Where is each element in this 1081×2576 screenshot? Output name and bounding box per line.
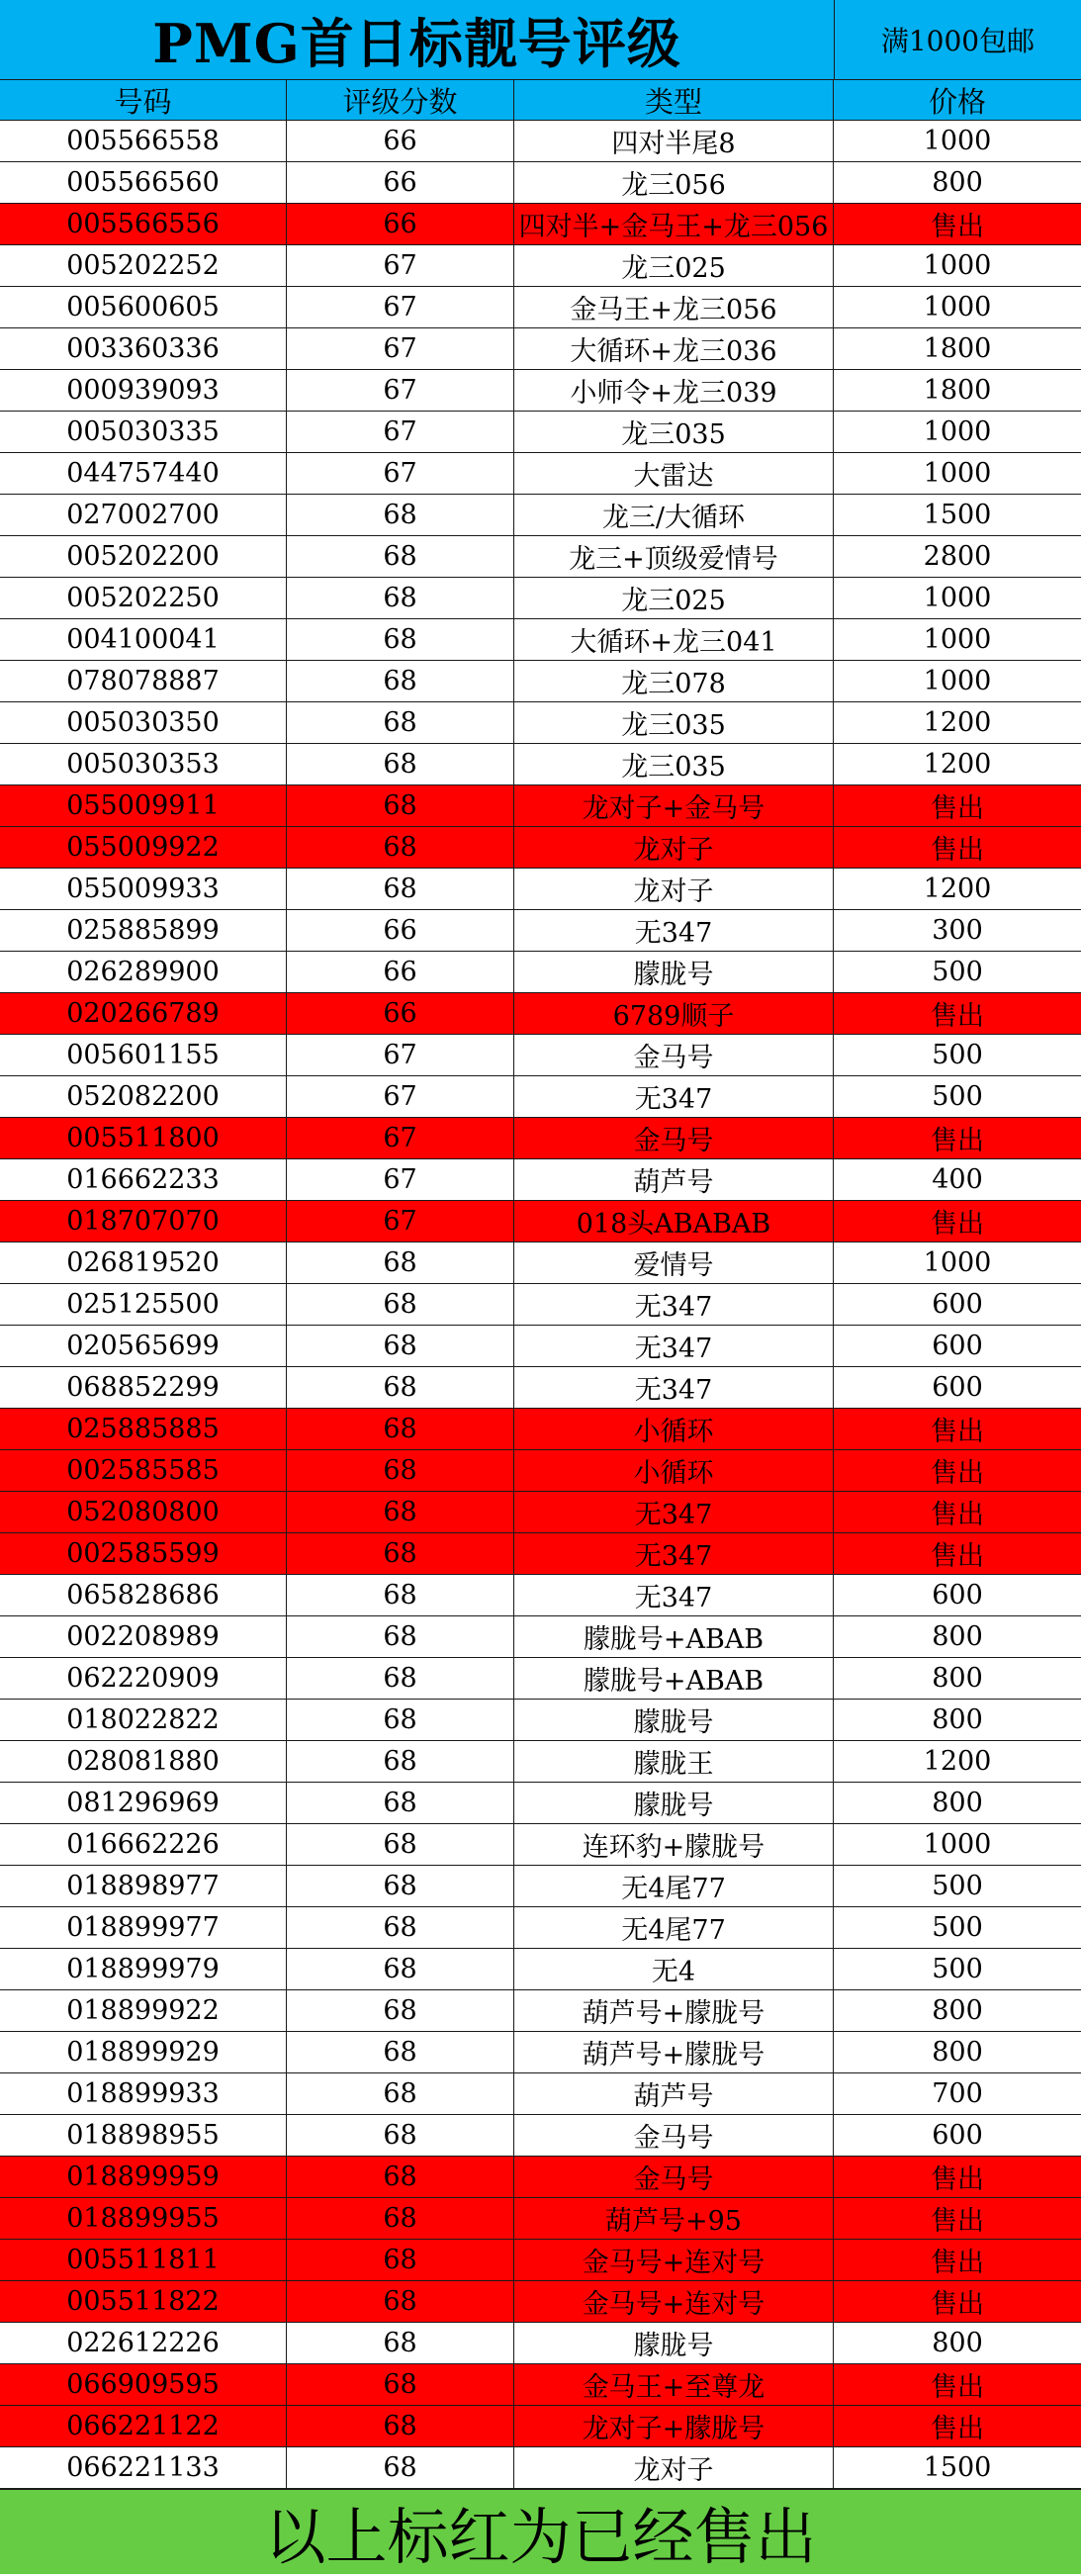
- cell-type: 金马号: [514, 1035, 834, 1075]
- cell-score: 68: [287, 2323, 514, 2363]
- cell-type: 龙三+顶级爱情号: [514, 536, 834, 577]
- cell-type: 无347: [514, 1284, 834, 1325]
- cell-score: 66: [287, 993, 514, 1034]
- table-row: [0, 1201, 1081, 1242]
- cell-type: 龙三/大循环: [514, 495, 834, 535]
- cell-score: 67: [287, 1201, 514, 1242]
- cell-price: 售出: [931, 1458, 984, 1489]
- cell-price: 1200: [923, 1746, 992, 1777]
- cell-price: 1800: [923, 375, 992, 406]
- cell-number: 005566560: [0, 162, 287, 203]
- table-row: [0, 121, 1081, 162]
- cell-type: 朦胧号: [514, 952, 834, 992]
- header-score: 评级分数: [287, 80, 514, 120]
- column-headers: [0, 80, 1081, 121]
- cell-type: 金马号: [514, 1118, 834, 1158]
- table-row: [0, 1658, 1081, 1700]
- cell-number: 018899959: [0, 2157, 287, 2197]
- table-row: [0, 1949, 1081, 1990]
- table-row: [0, 1700, 1081, 1741]
- cell-score: 68: [287, 495, 514, 535]
- cell-price: 1200: [923, 749, 992, 780]
- cell-number: 028081880: [0, 1741, 287, 1782]
- cell-number: 026289900: [0, 952, 287, 992]
- cell-price: 售出: [931, 2414, 984, 2444]
- table-row: [0, 2198, 1081, 2240]
- cell-score: 68: [287, 2157, 514, 2197]
- cell-price: 1000: [923, 250, 992, 281]
- cell-price: 800: [932, 1995, 983, 2026]
- cell-price: 800: [932, 1663, 983, 1694]
- cell-price: 1000: [923, 1247, 992, 1278]
- cell-number: 000939093: [0, 370, 287, 411]
- table-row: [0, 1450, 1081, 1492]
- cell-number: 052082200: [0, 1076, 287, 1117]
- table-row: [0, 1409, 1081, 1450]
- cell-type: 爱情号: [514, 1242, 834, 1283]
- cell-number: 005600605: [0, 287, 287, 327]
- cell-price: 500: [932, 1871, 983, 1901]
- cell-score: 68: [287, 1700, 514, 1740]
- cell-type: 葫芦号+95: [514, 2198, 834, 2239]
- cell-score: 68: [287, 2447, 514, 2488]
- cell-number: 005566556: [0, 204, 287, 244]
- cell-number: 018899933: [0, 2073, 287, 2114]
- cell-type: 龙对子: [514, 869, 834, 909]
- cell-number: 018898955: [0, 2115, 287, 2156]
- cell-number: 002585585: [0, 1450, 287, 1491]
- cell-score: 68: [287, 1866, 514, 1906]
- cell-score: 68: [287, 2281, 514, 2322]
- cell-price: 800: [932, 2037, 983, 2068]
- cell-score: 68: [287, 619, 514, 660]
- table-row: [0, 1824, 1081, 1866]
- cell-type: 朦胧号: [514, 1700, 834, 1740]
- cell-price: 售出: [931, 2372, 984, 2403]
- cell-price: 700: [932, 2078, 983, 2109]
- cell-score: 66: [287, 952, 514, 992]
- cell-score: 68: [287, 1616, 514, 1657]
- cell-type: 朦胧号+ABAB: [514, 1658, 834, 1699]
- cell-score: 67: [287, 287, 514, 327]
- cell-price: 800: [932, 1704, 983, 1735]
- cell-score: 68: [287, 2073, 514, 2114]
- cell-number: 018899929: [0, 2032, 287, 2072]
- cell-number: 005202200: [0, 536, 287, 577]
- cell-type: 大循环+龙三036: [514, 328, 834, 369]
- cell-type: 无4: [514, 1949, 834, 1989]
- cell-score: 68: [287, 1450, 514, 1491]
- cell-type: 龙三035: [514, 702, 834, 743]
- table-row: [0, 952, 1081, 993]
- cell-score: 68: [287, 1326, 514, 1366]
- cell-type: 金马号: [514, 2157, 834, 2197]
- cell-price: 售出: [931, 1500, 984, 1530]
- cell-price: 售出: [931, 212, 984, 242]
- cell-number: 005566558: [0, 121, 287, 161]
- cell-score: 66: [287, 162, 514, 203]
- cell-type: 龙三078: [514, 661, 834, 701]
- table-row: [0, 910, 1081, 952]
- table-row: [0, 1575, 1081, 1616]
- cell-score: 68: [287, 1658, 514, 1699]
- cell-number: 005030353: [0, 744, 287, 784]
- cell-number: 066221122: [0, 2406, 287, 2446]
- table-row: [0, 619, 1081, 661]
- cell-number: 062220909: [0, 1658, 287, 1699]
- cell-number: 005202250: [0, 578, 287, 618]
- cell-score: 67: [287, 370, 514, 411]
- cell-type: 葫芦号+朦胧号: [514, 2032, 834, 2072]
- cell-price: 售出: [931, 1001, 984, 1032]
- cell-price: 600: [932, 1372, 983, 1403]
- cell-type: 龙三035: [514, 744, 834, 784]
- cell-number: 065828686: [0, 1575, 287, 1615]
- cell-number: 018022822: [0, 1700, 287, 1740]
- table-row: [0, 1367, 1081, 1409]
- cell-number: 025885899: [0, 910, 287, 951]
- table-row: [0, 328, 1081, 370]
- cell-price: 600: [932, 1580, 983, 1610]
- table-row: [0, 1616, 1081, 1658]
- cell-number: 055009933: [0, 869, 287, 909]
- cell-number: 066909595: [0, 2364, 287, 2405]
- cell-number: 026819520: [0, 1242, 287, 1283]
- table-row: [0, 993, 1081, 1035]
- cell-type: 金马王+龙三056: [514, 287, 834, 327]
- cell-price: 600: [932, 1289, 983, 1320]
- table-row: [0, 2406, 1081, 2447]
- cell-type: 小师令+龙三039: [514, 370, 834, 411]
- table-row: [0, 2323, 1081, 2364]
- cell-score: 68: [287, 536, 514, 577]
- cell-price: 售出: [931, 793, 984, 824]
- cell-type: 龙对子+朦胧号: [514, 2406, 834, 2446]
- cell-type: 龙对子+金马号: [514, 785, 834, 826]
- table-body: [0, 121, 1081, 2489]
- table-row: [0, 2115, 1081, 2157]
- cell-number: 018899977: [0, 1907, 287, 1948]
- table-row: [0, 536, 1081, 578]
- cell-price: 售出: [931, 2206, 984, 2237]
- cell-score: 68: [287, 2240, 514, 2280]
- cell-score: 68: [287, 827, 514, 868]
- cell-price: 1800: [923, 333, 992, 364]
- cell-number: 020565699: [0, 1326, 287, 1366]
- cell-score: 68: [287, 1367, 514, 1408]
- cell-price: 1200: [923, 707, 992, 738]
- table-row: [0, 1035, 1081, 1076]
- cell-number: 005601155: [0, 1035, 287, 1075]
- table-row: [0, 162, 1081, 204]
- cell-price: 售出: [931, 1126, 984, 1156]
- title-bar: [0, 0, 1081, 80]
- cell-number: 002585599: [0, 1533, 287, 1574]
- cell-type: 龙对子: [514, 827, 834, 868]
- cell-price: 1500: [923, 2452, 992, 2483]
- cell-type: 无4尾77: [514, 1907, 834, 1948]
- cell-number: 018899922: [0, 1990, 287, 2031]
- cell-price: 售出: [931, 1417, 984, 1447]
- free-shipping-note: 满1000包邮: [880, 25, 1036, 57]
- cell-price: 售出: [931, 2289, 984, 2320]
- cell-price: 800: [932, 1788, 983, 1818]
- cell-type: 龙三025: [514, 578, 834, 618]
- cell-price: 2800: [923, 541, 992, 572]
- cell-score: 68: [287, 1783, 514, 1823]
- cell-score: 68: [287, 1533, 514, 1574]
- cell-type: 金马号: [514, 2115, 834, 2156]
- cell-score: 68: [287, 2406, 514, 2446]
- cell-number: 018899955: [0, 2198, 287, 2239]
- cell-price: 800: [932, 2328, 983, 2358]
- cell-price: 500: [932, 1081, 983, 1112]
- cell-type: 龙对子: [514, 2447, 834, 2488]
- cell-score: 68: [287, 1949, 514, 1989]
- cell-type: 018头ABABAB: [514, 1201, 834, 1242]
- cell-price: 500: [932, 1912, 983, 1943]
- cell-score: 68: [287, 2198, 514, 2239]
- header-price: 价格: [928, 84, 986, 119]
- cell-price: 400: [932, 1164, 983, 1195]
- cell-type: 龙三056: [514, 162, 834, 203]
- table-row: [0, 495, 1081, 536]
- cell-score: 67: [287, 1076, 514, 1117]
- cell-score: 67: [287, 1118, 514, 1158]
- cell-score: 68: [287, 2364, 514, 2405]
- table-row: [0, 578, 1081, 619]
- cell-number: 003360336: [0, 328, 287, 369]
- cell-number: 016662233: [0, 1159, 287, 1200]
- cell-type: 无347: [514, 1533, 834, 1574]
- cell-price: 600: [932, 1331, 983, 1361]
- cell-type: 朦胧号: [514, 1783, 834, 1823]
- table-row: [0, 245, 1081, 287]
- cell-number: 044757440: [0, 453, 287, 494]
- cell-price: 售出: [931, 1209, 984, 1240]
- cell-price: 1000: [923, 666, 992, 696]
- cell-score: 67: [287, 245, 514, 286]
- table-row: [0, 1907, 1081, 1949]
- cell-score: 68: [287, 578, 514, 618]
- cell-number: 016662226: [0, 1824, 287, 1865]
- table-row: [0, 2364, 1081, 2406]
- cell-score: 68: [287, 744, 514, 784]
- cell-number: 022612226: [0, 2323, 287, 2363]
- cell-type: 无347: [514, 1076, 834, 1117]
- cell-number: 018899979: [0, 1949, 287, 1989]
- table-row: [0, 2240, 1081, 2281]
- cell-number: 027002700: [0, 495, 287, 535]
- cell-price: 800: [932, 1621, 983, 1652]
- cell-type: 朦胧号+ABAB: [514, 1616, 834, 1657]
- cell-number: 078078887: [0, 661, 287, 701]
- cell-score: 66: [287, 910, 514, 951]
- table-row: [0, 869, 1081, 910]
- table-row: [0, 744, 1081, 785]
- cell-price: 售出: [931, 2248, 984, 2278]
- cell-type: 无347: [514, 1367, 834, 1408]
- cell-score: 68: [287, 1492, 514, 1532]
- cell-price: 售出: [931, 2164, 984, 2195]
- cell-score: 68: [287, 2115, 514, 2156]
- cell-number: 005030335: [0, 412, 287, 452]
- cell-score: 68: [287, 1409, 514, 1449]
- cell-type: 小循环: [514, 1450, 834, 1491]
- table-row: [0, 1242, 1081, 1284]
- table-row: [0, 1990, 1081, 2032]
- cell-score: 67: [287, 412, 514, 452]
- table-row: [0, 1533, 1081, 1575]
- table-row: [0, 2032, 1081, 2073]
- table-row: [0, 412, 1081, 453]
- cell-price: 500: [932, 1040, 983, 1070]
- cell-price: 售出: [931, 1541, 984, 1572]
- cell-type: 朦胧号: [514, 2323, 834, 2363]
- cell-score: 68: [287, 1907, 514, 1948]
- cell-price: 1200: [923, 874, 992, 904]
- cell-type: 葫芦号: [514, 2073, 834, 2114]
- cell-price: 1000: [923, 583, 992, 613]
- cell-score: 68: [287, 702, 514, 743]
- cell-type: 金马王+至尊龙: [514, 2364, 834, 2405]
- cell-score: 68: [287, 1990, 514, 2031]
- cell-type: 金马号+连对号: [514, 2281, 834, 2322]
- table-row: [0, 1783, 1081, 1824]
- cell-type: 葫芦号: [514, 1159, 834, 1200]
- cell-type: 四对半尾8: [514, 121, 834, 161]
- cell-type: 金马号+连对号: [514, 2240, 834, 2280]
- cell-type: 无347: [514, 1492, 834, 1532]
- cell-number: 068852299: [0, 1367, 287, 1408]
- cell-price: 300: [932, 915, 983, 946]
- cell-type: 大循环+龙三041: [514, 619, 834, 660]
- sheet-title: PMG首日标靓号评级: [0, 0, 835, 79]
- cell-type: 朦胧王: [514, 1741, 834, 1782]
- cell-score: 68: [287, 869, 514, 909]
- cell-type: 无347: [514, 1575, 834, 1615]
- cell-score: 67: [287, 453, 514, 494]
- cell-price: 1500: [923, 500, 992, 530]
- table-row: [0, 1076, 1081, 1118]
- cell-number: 005511811: [0, 2240, 287, 2280]
- cell-price: 1000: [923, 1829, 992, 1860]
- cell-score: 68: [287, 1741, 514, 1782]
- cell-number: 066221133: [0, 2447, 287, 2488]
- cell-type: 大雷达: [514, 453, 834, 494]
- cell-type: 无347: [514, 910, 834, 951]
- cell-number: 005030350: [0, 702, 287, 743]
- cell-number: 004100041: [0, 619, 287, 660]
- cell-price: 800: [932, 167, 983, 198]
- cell-price: 1000: [923, 458, 992, 489]
- table-row: [0, 2073, 1081, 2115]
- cell-price: 1000: [923, 624, 992, 655]
- sold-legend: 以上标红为已经售出: [0, 2489, 1081, 2574]
- table-row: [0, 2281, 1081, 2323]
- table-row: [0, 827, 1081, 869]
- cell-score: 68: [287, 785, 514, 826]
- cell-score: 68: [287, 1284, 514, 1325]
- cell-score: 67: [287, 1035, 514, 1075]
- table-row: [0, 2157, 1081, 2198]
- cell-score: 68: [287, 1575, 514, 1615]
- header-number: 号码: [0, 80, 287, 120]
- cell-type: 龙三025: [514, 245, 834, 286]
- cell-type: 无347: [514, 1326, 834, 1366]
- cell-number: 018707070: [0, 1201, 287, 1242]
- cell-number: 005202252: [0, 245, 287, 286]
- table-row: [0, 453, 1081, 495]
- cell-number: 081296969: [0, 1783, 287, 1823]
- cell-price: 500: [932, 1954, 983, 1984]
- table-row: [0, 1741, 1081, 1783]
- table-row: [0, 1492, 1081, 1533]
- table-row: [0, 1159, 1081, 1201]
- cell-number: 055009911: [0, 785, 287, 826]
- cell-number: 002208989: [0, 1616, 287, 1657]
- cell-type: 葫芦号+朦胧号: [514, 1990, 834, 2031]
- cell-type: 小循环: [514, 1409, 834, 1449]
- cell-price: 600: [932, 2120, 983, 2151]
- cell-score: 66: [287, 204, 514, 244]
- cell-number: 005511822: [0, 2281, 287, 2322]
- cell-type: 龙三035: [514, 412, 834, 452]
- table-row: [0, 1866, 1081, 1907]
- cell-score: 67: [287, 328, 514, 369]
- cell-score: 66: [287, 121, 514, 161]
- cell-price: 500: [932, 957, 983, 987]
- table-row: [0, 1326, 1081, 1367]
- table-row: [0, 204, 1081, 245]
- header-type: 类型: [514, 80, 834, 120]
- cell-score: 67: [287, 1159, 514, 1200]
- table-row: [0, 370, 1081, 412]
- cell-number: 020266789: [0, 993, 287, 1034]
- cell-score: 68: [287, 1242, 514, 1283]
- table-row: [0, 2447, 1081, 2489]
- table-row: [0, 702, 1081, 744]
- cell-score: 68: [287, 1824, 514, 1865]
- cell-price: 1000: [923, 126, 992, 156]
- cell-type: 四对半+金马王+龙三056: [514, 204, 834, 244]
- cell-type: 无4尾77: [514, 1866, 834, 1906]
- cell-number: 052080800: [0, 1492, 287, 1532]
- cell-price: 1000: [923, 416, 992, 447]
- cell-type: 连环豹+朦胧号: [514, 1824, 834, 1865]
- cell-number: 025885885: [0, 1409, 287, 1449]
- cell-number: 025125500: [0, 1284, 287, 1325]
- cell-type: 6789顺子: [514, 993, 834, 1034]
- cell-number: 005511800: [0, 1118, 287, 1158]
- cell-number: 055009922: [0, 827, 287, 868]
- table-row: [0, 661, 1081, 702]
- cell-price: 售出: [931, 835, 984, 866]
- cell-price: 1000: [923, 292, 992, 322]
- table-row: [0, 785, 1081, 827]
- cell-score: 68: [287, 661, 514, 701]
- table-row: [0, 1284, 1081, 1326]
- cell-number: 018898977: [0, 1866, 287, 1906]
- cell-score: 68: [287, 2032, 514, 2072]
- table-row: [0, 287, 1081, 328]
- table-row: [0, 1118, 1081, 1159]
